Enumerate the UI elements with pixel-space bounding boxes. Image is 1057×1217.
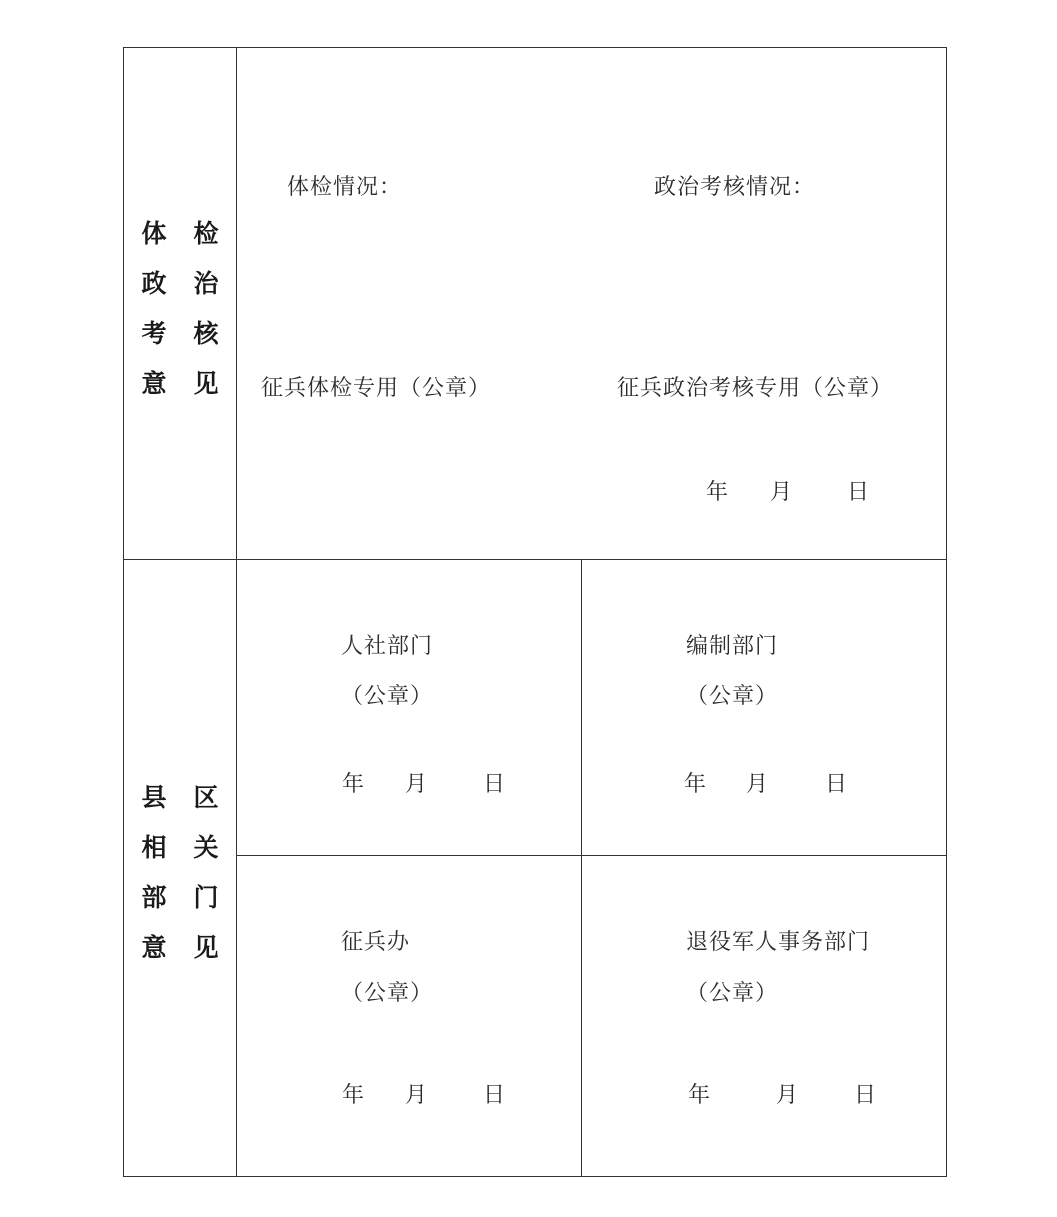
- section2-label-char: 区: [193, 783, 219, 812]
- date-day: 日: [483, 772, 506, 797]
- seal-hr-social-security: （公章）: [341, 684, 434, 709]
- date-day: 日: [847, 480, 870, 505]
- date-year: 年: [684, 772, 707, 797]
- date-month: 月: [746, 772, 769, 797]
- physical-exam-seal: 征兵体检专用（公章）: [261, 376, 492, 401]
- physical-exam-title: 体检情况：: [287, 175, 403, 200]
- date-month: 月: [405, 1083, 428, 1108]
- section1-label-char: 治: [193, 269, 219, 298]
- date-day: 日: [825, 772, 848, 797]
- section1-label-char: 意: [141, 369, 167, 398]
- political-review-title: 政治考核情况：: [654, 175, 816, 200]
- section2-label-char: 相: [141, 833, 167, 862]
- section2-label-char: 县: [141, 783, 167, 812]
- date-year: 年: [688, 1083, 711, 1108]
- section2-label-char: 意: [141, 933, 167, 962]
- date-year: 年: [342, 772, 365, 797]
- cell-divider-vertical: [581, 559, 582, 1177]
- table-border-right: [946, 47, 947, 1177]
- label-column-divider: [236, 47, 237, 1177]
- table-border-bottom: [123, 1176, 947, 1177]
- date-year: 年: [706, 480, 729, 505]
- dept-veterans-affairs: 退役军人事务部门: [686, 930, 871, 955]
- seal-conscription-office: （公章）: [341, 981, 434, 1006]
- section2-label-char: 关: [193, 833, 219, 862]
- date-month: 月: [405, 772, 428, 797]
- section1-label-char: 体: [141, 219, 167, 248]
- section2-label-char: 门: [193, 883, 219, 912]
- section1-label-char: 政: [141, 269, 167, 298]
- section2-label-char: 见: [193, 933, 219, 962]
- seal-staffing: （公章）: [686, 684, 779, 709]
- section1-label-char: 见: [193, 369, 219, 398]
- section1-label-char: 核: [193, 319, 219, 348]
- dept-hr-social-security: 人社部门: [341, 634, 434, 659]
- date-day: 日: [483, 1083, 506, 1108]
- section2-label: [128, 773, 232, 973]
- date-month: 月: [776, 1083, 799, 1108]
- political-review-seal: 征兵政治考核专用（公章）: [617, 376, 894, 401]
- section1-label-char: 检: [193, 219, 219, 248]
- table-border-left: [123, 47, 124, 1177]
- cell-divider-horizontal: [236, 855, 947, 856]
- date-month: 月: [770, 480, 793, 505]
- section1-label: [128, 209, 232, 409]
- section1-label-char: 考: [141, 319, 167, 348]
- section-divider: [123, 559, 947, 560]
- dept-staffing: 编制部门: [686, 634, 779, 659]
- date-day: 日: [854, 1083, 877, 1108]
- dept-conscription-office: 征兵办: [341, 930, 411, 955]
- date-year: 年: [342, 1083, 365, 1108]
- section2-label-char: 部: [141, 883, 167, 912]
- table-border-top: [123, 47, 947, 48]
- seal-veterans-affairs: （公章）: [686, 981, 779, 1006]
